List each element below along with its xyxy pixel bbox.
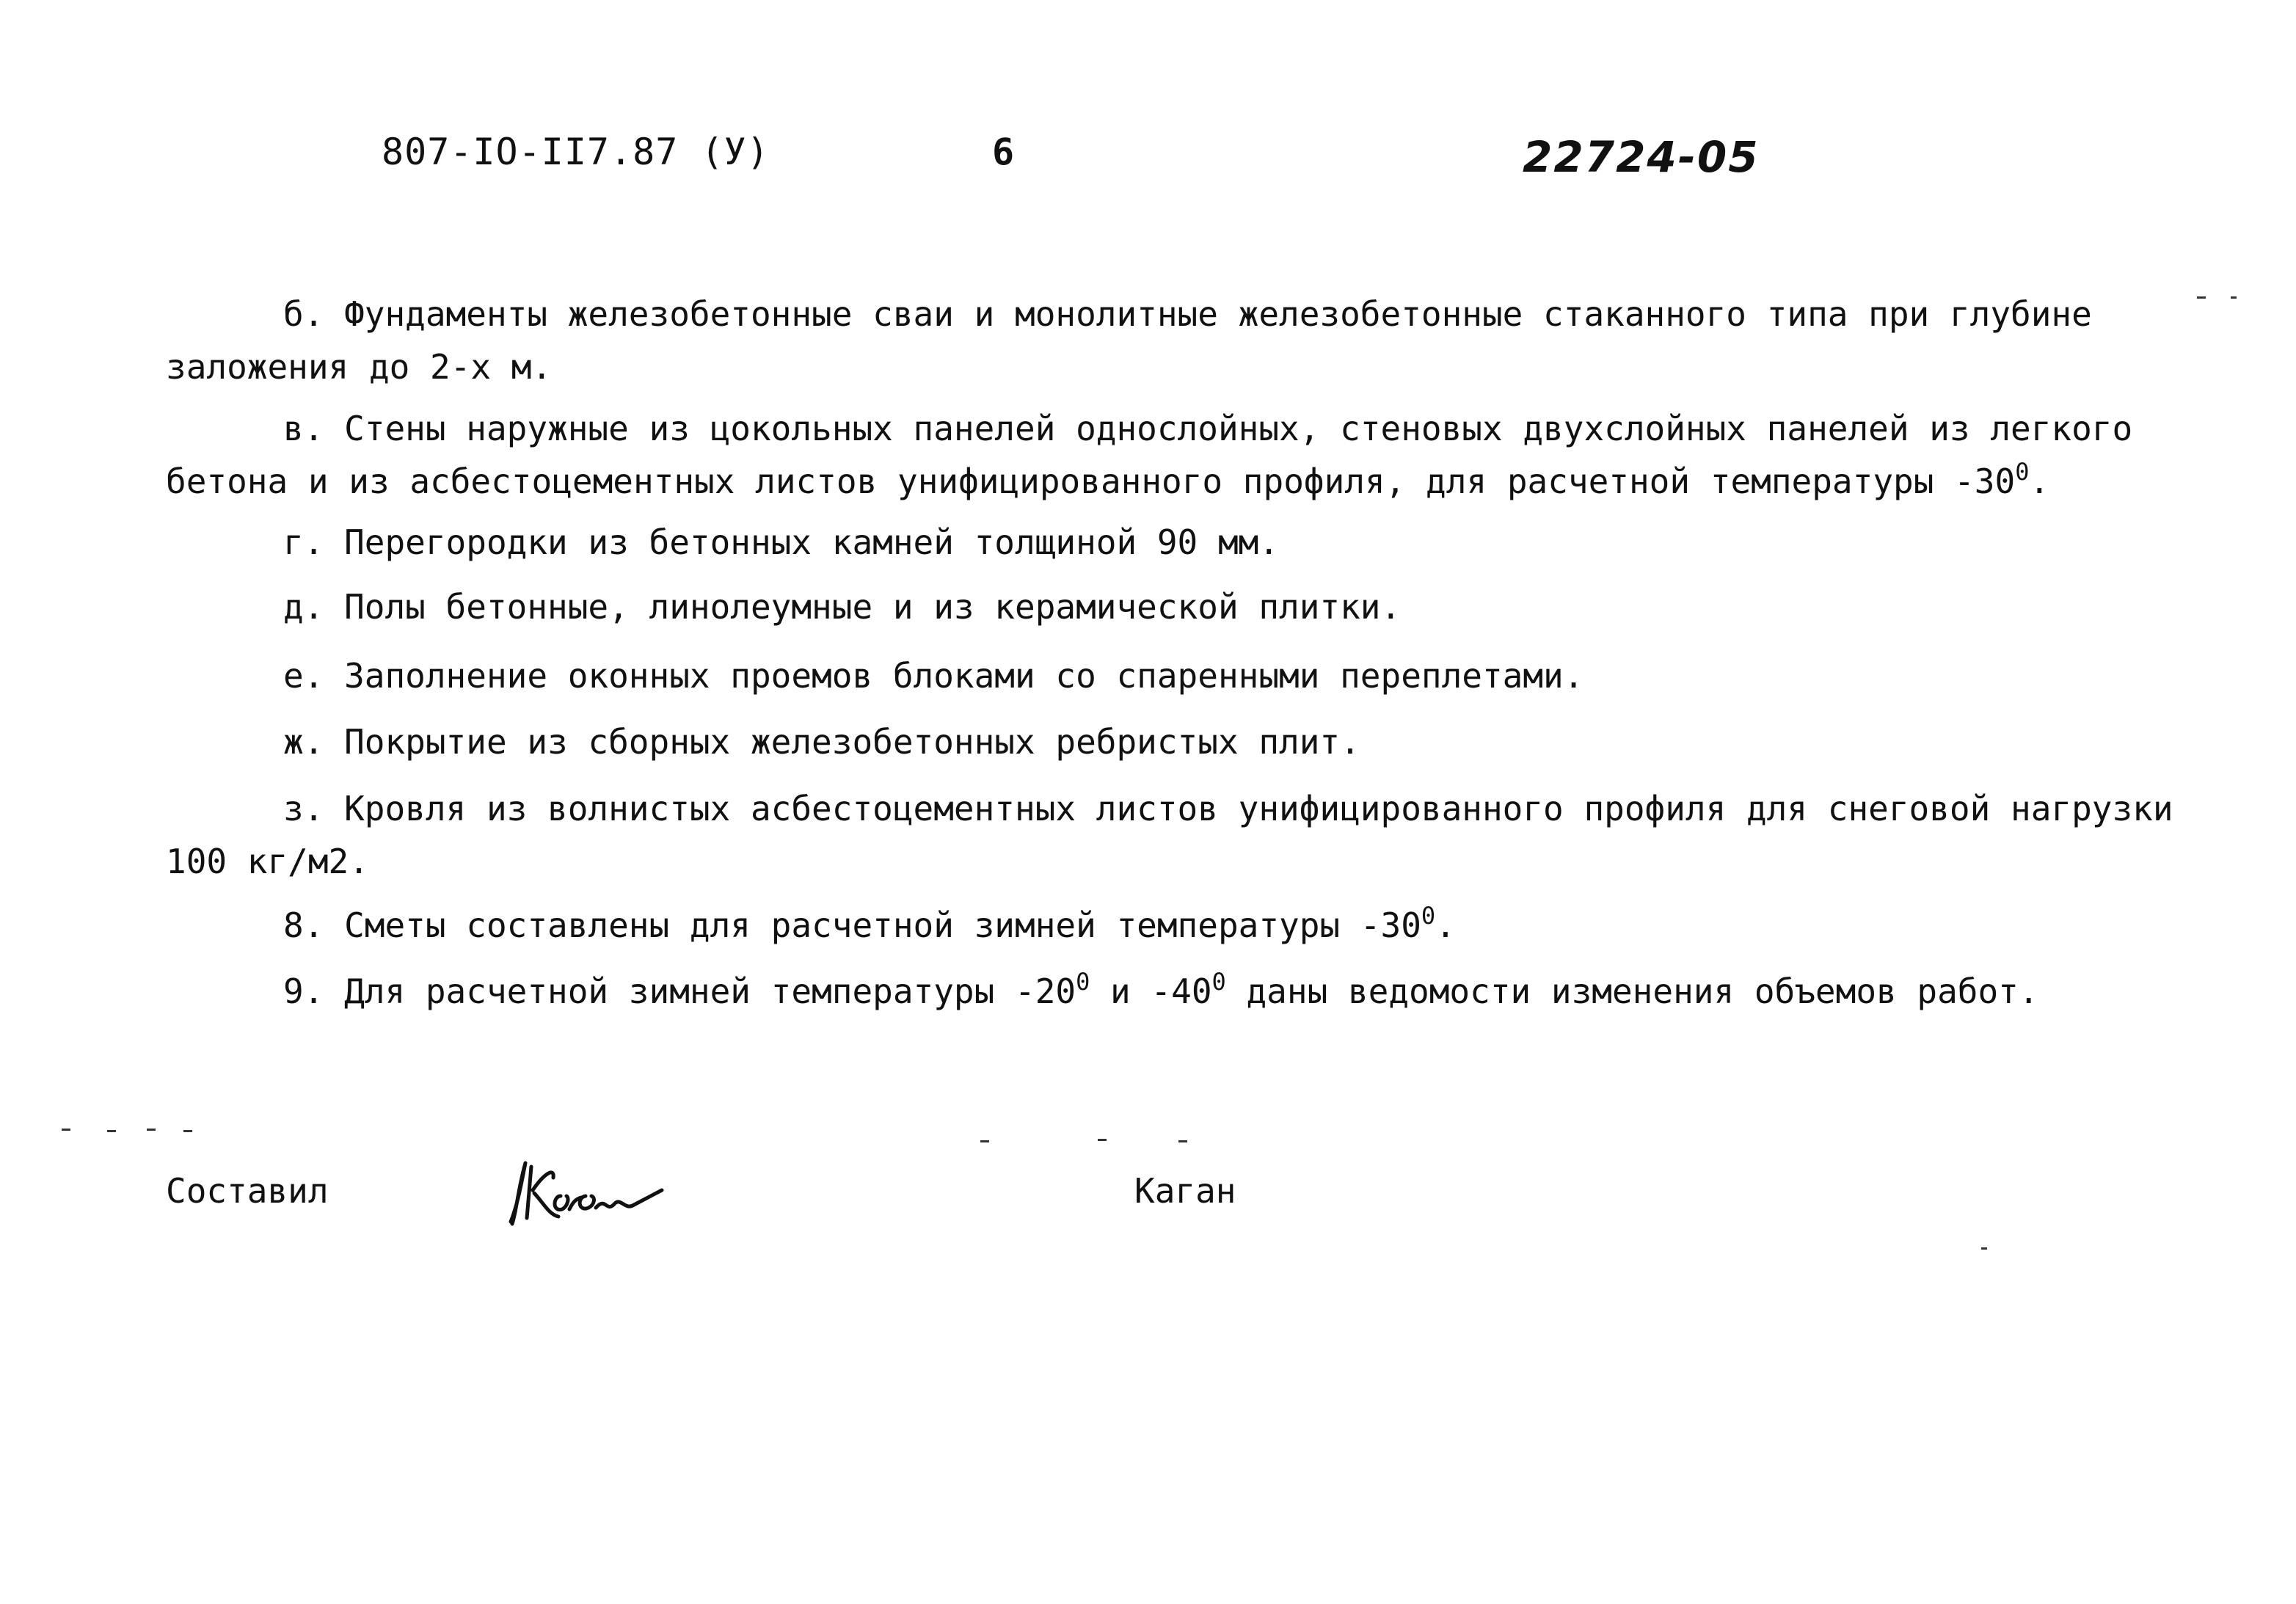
scan-speck [1981,1247,1987,1250]
item-9-degree-2: 0 [1211,968,1226,996]
item-9-text-c: даны ведомости изменения объемов работ. [1225,971,2039,1011]
scan-speck [1178,1140,1187,1142]
scan-speck [2197,296,2206,299]
item-v-end: . [2029,462,2050,501]
page-number: 6 [992,131,1016,173]
item-8-end: . [1435,905,1456,945]
scan-speck [2231,296,2237,299]
item-8-text: 8. Сметы составлены для расчетной зимней температуры -30 [283,905,1421,945]
compiled-by-label: Составил [166,1171,329,1211]
compiler-name: Каган [1134,1171,1236,1211]
item-z-paragraph: з. Кровля из волнистых асбестоцементных листов унифицированного профиля для снеговой нагрузки 100 кг/м2. [166,789,2173,881]
scan-speck [147,1129,156,1131]
item-v-degree: 0 [2015,458,2030,486]
document-code: 807-IO-II7.87 (У) [382,131,770,173]
item-8-line [283,902,1456,945]
item-zh-line: ж. Покрытие из сборных железобетонных ребристых плит. [283,722,1360,762]
scan-speck [1098,1139,1107,1141]
scan-speck [107,1130,116,1132]
item-9-text-a: 9. Для расчетной зимней температуры -20 [283,971,1076,1011]
scan-speck [980,1140,989,1142]
item-b-paragraph: б. Фундаменты железобетонные сваи и монолитные железобетонные стаканного типа при глубине заложения до 2-х м. [166,294,2092,387]
item-9-degree-1: 0 [1076,968,1090,996]
item-8-degree: 0 [1421,902,1436,930]
scan-speck [183,1130,192,1132]
scan-speck [62,1129,70,1131]
item-9-line [283,968,2039,1011]
item-v-text: в. Стены наружные из цокольных панелей однослойных, стеновых двухслойных панелей из легкого бетона и из асбестоцементных листов унифицированного профиля, для расчетной температуры -30 [166,409,2133,501]
document-number: 22724-05 [1523,132,1760,182]
item-g-line: г. Перегородки из бетонных камней толщиной 90 мм. [283,522,1280,562]
handwritten-signature [496,1145,672,1233]
item-e-line: е. Заполнение оконных проемов блоками со спаренными переплетами. [283,656,1584,696]
item-d-line: д. Полы бетонные, линолеумные и из керамической плитки. [283,587,1402,627]
item-v-paragraph [166,402,2176,508]
item-9-text-b: и -40 [1090,971,1212,1011]
